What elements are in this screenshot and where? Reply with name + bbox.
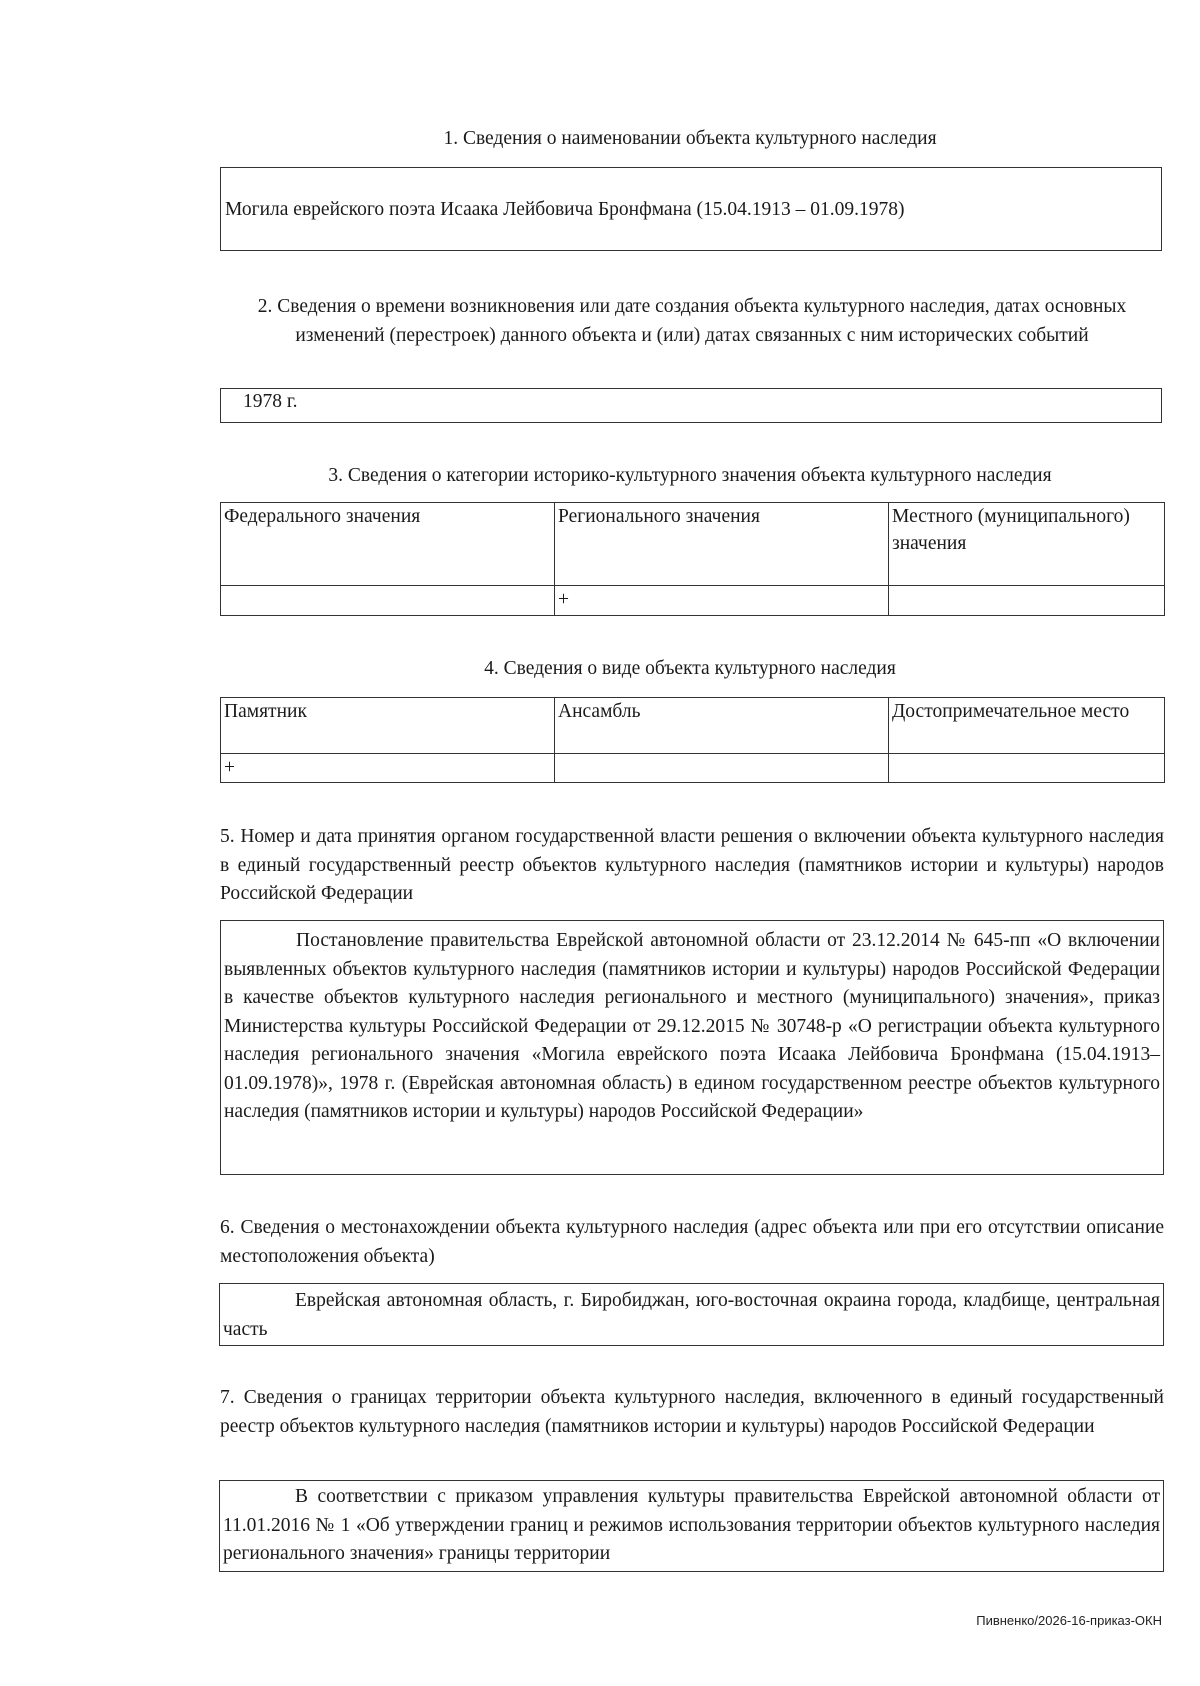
section-3-heading: 3. Сведения о категории историко-культурного значения объекта культурного наследия (328, 465, 1052, 486)
section-5-box (220, 920, 1164, 1175)
location-value: Еврейская автономная область, г. Биробиджан, юго-восточная окраина города, кладбище, центральная часть (223, 1290, 1160, 1340)
category-table (220, 502, 1165, 616)
category-header-local: Местного (муниципального) значения (889, 503, 1165, 586)
type-value-ensemble (555, 754, 889, 783)
category-header-federal: Федерального значения (221, 503, 555, 586)
table-row (221, 698, 1165, 754)
category-value-federal (221, 586, 555, 616)
type-value-landmark (889, 754, 1165, 783)
type-header-landmark: Достопримечательное место (889, 698, 1165, 754)
section-2-box (220, 388, 1162, 423)
section-6-box (219, 1283, 1164, 1346)
document-footer-code: Пивненко/2026-16-приказ-ОКН (976, 1613, 1162, 1628)
table-row (221, 586, 1165, 616)
section-4-heading: 4. Сведения о виде объекта культурного наследия (484, 658, 896, 679)
object-name-value: Могила еврейского поэта Исаака Лейбовича Бронфмана (15.04.1913 – 01.09.1978) (225, 199, 905, 220)
type-header-ensemble: Ансамбль (555, 698, 889, 754)
table-row (221, 754, 1165, 783)
object-type-table (220, 697, 1165, 783)
category-value-regional: + (555, 586, 889, 616)
registry-decision-value: Постановление правительства Еврейской автономной области от 23.12.2014 № 645-пп «О включении выявленных объектов культурного наследия (памятников истории и культуры) народов Российской Федерации в качестве объектов культурного наследия регионального и местного (муниципального) значения», приказ Министерства культуры Российской Федерации от 29.12.2015 № 30748-р «О регистрации объекта культурного наследия регионального значения «Могила еврейского поэта Исаака Лейбовича Бронфмана (15.04.1913–01.09.1978)», 1978 г. (Еврейская автономная область) в едином государственном реестре объектов культурного наследия (памятников истории и культуры) народов Российской Федерации» (224, 930, 1160, 1122)
category-header-regional: Регионального значения (555, 503, 889, 586)
section-1-heading: 1. Сведения о наименовании объекта культурного наследия (443, 128, 937, 149)
section-5-heading: 5. Номер и дата принятия органом государственной власти решения о включении объекта культурного наследия в единый государственный реестр объектов культурного наследия (памятников истории и культуры) народов Российской Федерации (220, 826, 1164, 904)
category-value-local (889, 586, 1165, 616)
type-header-monument: Памятник (221, 698, 555, 754)
section-2-heading: 2. Сведения о времени возникновения или дате создания объекта культурного наследия, датах основных изменений (перестроек) данного объекта и (или) датах связанных с ним исторических событий (257, 296, 1127, 346)
territory-boundaries-value: В соответствии с приказом управления культуры правительства Еврейской автономной области от 11.01.2016 № 1 «Об утверждении границ и режимов использования территории объектов культурного наследия регионального значения» границы территории (223, 1486, 1160, 1564)
section-7-box (219, 1480, 1164, 1572)
creation-date-value: 1978 г. (243, 391, 298, 412)
section-1-box (220, 167, 1162, 251)
type-value-monument: + (221, 754, 555, 783)
section-7-heading: 7. Сведения о границах территории объекта культурного наследия, включенного в единый государственный реестр объектов культурного наследия (памятников истории и культуры) народов Российской Федерации (220, 1387, 1164, 1437)
section-6-heading: 6. Сведения о местонахождении объекта культурного наследия (адрес объекта или при его отсутствии описание местоположения объекта) (220, 1217, 1164, 1267)
table-row (221, 503, 1165, 586)
